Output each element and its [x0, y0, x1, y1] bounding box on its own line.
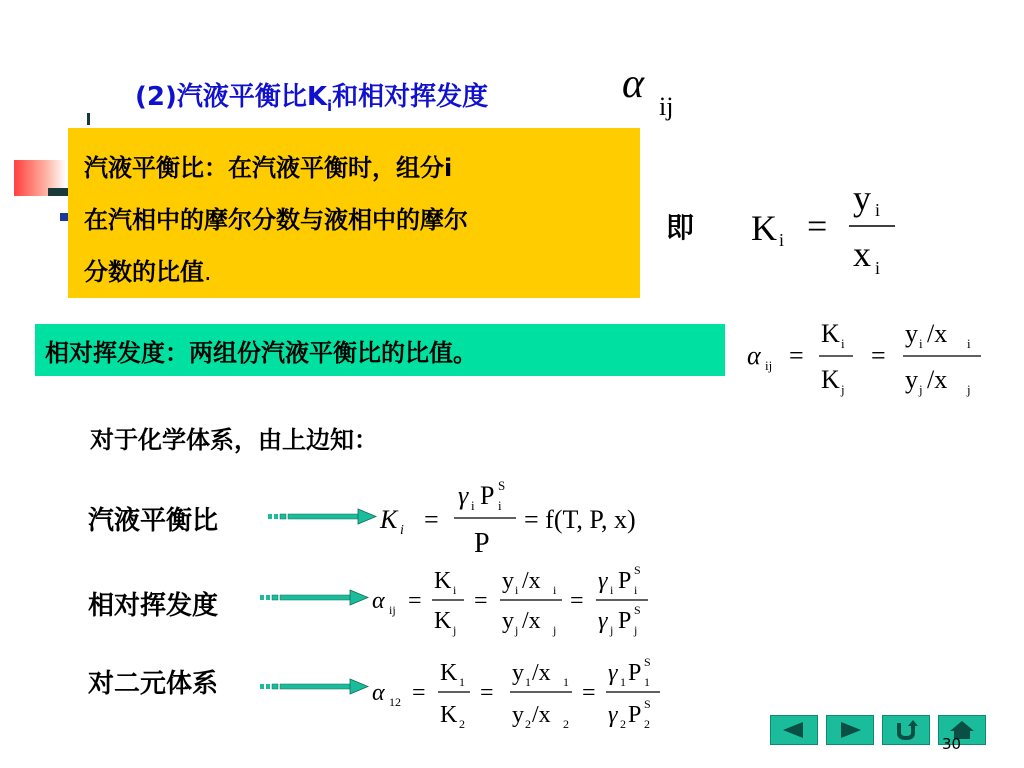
alpha-heading-sub: ij	[659, 92, 674, 121]
decorative-tick	[87, 113, 90, 125]
fa-f2-den-b: /x	[927, 365, 948, 394]
r1-p-sub: i	[498, 498, 502, 513]
definition-line-1: 汽液平衡比：在汽液平衡时，组分i	[84, 154, 453, 182]
fa-f1-den: K	[821, 365, 840, 394]
r3-yx-num-sub: 1	[525, 675, 531, 689]
fa-f2-den-a: y	[905, 365, 918, 394]
triangle-right-icon	[835, 720, 865, 740]
intro-paragraph: 对于化学体系，由上边知：	[90, 426, 378, 454]
r3-eq3: =	[582, 680, 596, 706]
fk-eq: =	[807, 206, 828, 246]
r3-eq2: =	[480, 680, 494, 706]
r2-yx-num: y	[502, 568, 514, 594]
arrow-icon	[258, 676, 370, 698]
arrow-icon	[266, 506, 378, 528]
definition-line-3-end: .	[204, 258, 212, 286]
fa-f1-num: K	[821, 319, 840, 348]
r3-p-num-sub: 1	[644, 675, 650, 689]
r3-g-den-sub: 2	[620, 717, 626, 731]
r1-gamma-sub: i	[471, 498, 475, 513]
fa-f1-num-sub: i	[841, 336, 845, 351]
r2-g-den: γ	[598, 608, 608, 634]
fa-lhs: α	[747, 341, 761, 370]
fk-num-sub: i	[875, 200, 881, 220]
r2-p-den-sub: j	[634, 623, 638, 637]
r2-yx-den-b: /x	[522, 608, 541, 634]
title-main: (2)汽液平衡比K	[135, 82, 328, 112]
return-arrow-icon	[891, 719, 921, 741]
definition-line-3-text: 分数的比值	[84, 258, 204, 286]
r3-yx-den-b: /x	[532, 702, 551, 728]
r3-p-den: P	[628, 702, 642, 728]
bullet-icon	[60, 213, 68, 221]
fa-f2-den-b-sub: j	[967, 382, 971, 397]
fa-eq2: =	[871, 341, 886, 370]
r2-k-den-sub: j	[453, 623, 457, 637]
formula-alpha-definition	[745, 314, 995, 404]
fk-lhs-sub: i	[779, 230, 785, 250]
r2-yx-den-b-sub: j	[553, 623, 557, 637]
alpha-heading-symbol: α	[622, 61, 645, 107]
r2-eq1: =	[408, 588, 422, 614]
row-label-k: 汽液平衡比	[88, 506, 219, 536]
fa-f1-den-sub: j	[841, 382, 845, 397]
r2-k-num-sub: i	[453, 583, 457, 597]
row-label-binary: 对二元体系	[88, 669, 219, 699]
r2-lhs-sub: ij	[389, 603, 396, 617]
fk-den: x	[853, 234, 871, 274]
r2-lhs: α	[372, 588, 385, 614]
fa-f2-num-a: y	[905, 319, 918, 348]
definition-line-3	[84, 246, 624, 298]
r2-yx-den-sub: j	[515, 623, 519, 637]
definition-box-k	[68, 128, 640, 298]
formula-k-definition	[745, 178, 905, 288]
r1-lhs: K	[380, 505, 398, 534]
r1-p-sup: S	[498, 478, 506, 493]
r2-k-num: K	[434, 568, 452, 594]
return-button[interactable]	[882, 715, 930, 745]
r2-yx-num-b: /x	[522, 568, 541, 594]
formula-row-k	[378, 474, 678, 562]
r1-lhs-sub: i	[400, 523, 404, 538]
r3-g-den: γ	[608, 702, 618, 728]
r3-yx-den-sub: 2	[525, 717, 531, 731]
r2-g-num-sub: i	[610, 583, 614, 597]
triangle-left-icon	[779, 720, 809, 740]
r1-den: P	[474, 528, 490, 559]
r1-eq: =	[424, 505, 439, 534]
r3-yx-num-b: /x	[532, 660, 551, 686]
r2-g-den-sub: j	[610, 623, 614, 637]
r3-yx-den-b-sub: 2	[563, 717, 569, 731]
r1-rhs: = f(T, P, x)	[524, 505, 636, 534]
previous-slide-button[interactable]	[770, 715, 818, 745]
r3-g-num: γ	[608, 660, 618, 686]
formula-row-binary	[370, 650, 670, 736]
r2-k-den: K	[434, 608, 452, 634]
r2-yx-num-sub: i	[515, 583, 519, 597]
r2-eq3: =	[570, 588, 584, 614]
r2-yx-den: y	[502, 608, 514, 634]
fa-f2-num-a-sub: i	[919, 336, 923, 351]
r3-g-num-sub: 1	[620, 675, 626, 689]
fa-lhs-sub: ij	[765, 358, 773, 373]
definition-line-2: 在汽相中的摩尔分数与液相中的摩尔	[84, 206, 468, 234]
fa-f2-den-a-sub: j	[919, 382, 923, 397]
r3-yx-num: y	[512, 660, 524, 686]
r2-g-num: γ	[598, 568, 608, 594]
definition-box-alpha: 相对挥发度：两组份汽液平衡比的比值。	[35, 324, 725, 376]
r2-p-den: P	[618, 608, 632, 634]
r3-k-num: K	[440, 660, 458, 686]
fa-f2-num-b: /x	[927, 319, 948, 348]
fk-lhs: K	[751, 208, 777, 248]
r3-p-den-sup: S	[644, 697, 651, 711]
fa-f2-num-b-sub: i	[967, 336, 971, 351]
r3-p-num: P	[628, 660, 642, 686]
r3-yx-num-b-sub: 1	[563, 675, 569, 689]
next-slide-button[interactable]	[826, 715, 874, 745]
fa-eq1: =	[789, 341, 804, 370]
r3-eq1: =	[412, 680, 426, 706]
r2-eq2: =	[474, 588, 488, 614]
formula-row-alpha	[370, 560, 670, 644]
r3-k-den: K	[440, 702, 458, 728]
row-label-alpha: 相对挥发度	[88, 591, 219, 621]
decorative-bar	[48, 188, 70, 196]
fk-den-sub: i	[875, 258, 881, 278]
r3-k-den-sub: 2	[459, 717, 465, 731]
r2-p-num: P	[618, 568, 632, 594]
r3-p-den-sub: 2	[644, 717, 650, 731]
r3-lhs: α	[372, 680, 385, 706]
ji-label: 即	[666, 211, 695, 244]
arrow-icon	[258, 587, 370, 609]
r1-gamma: γ	[458, 481, 469, 510]
r3-p-num-sup: S	[644, 655, 651, 669]
slide-title	[135, 76, 488, 115]
r2-p-num-sub: i	[634, 583, 638, 597]
r3-yx-den: y	[512, 702, 524, 728]
r2-p-den-sup: S	[634, 603, 641, 617]
r2-p-num-sup: S	[634, 563, 641, 577]
title-tail: 和相对挥发度	[332, 82, 489, 112]
r2-yx-num-b-sub: i	[553, 583, 557, 597]
page-number: 30	[942, 735, 962, 753]
r3-k-num-sub: 1	[459, 675, 465, 689]
r3-lhs-sub: 12	[389, 695, 401, 709]
r1-p: P	[480, 481, 495, 510]
fk-num: y	[853, 178, 871, 218]
title-sub: i	[327, 97, 333, 116]
